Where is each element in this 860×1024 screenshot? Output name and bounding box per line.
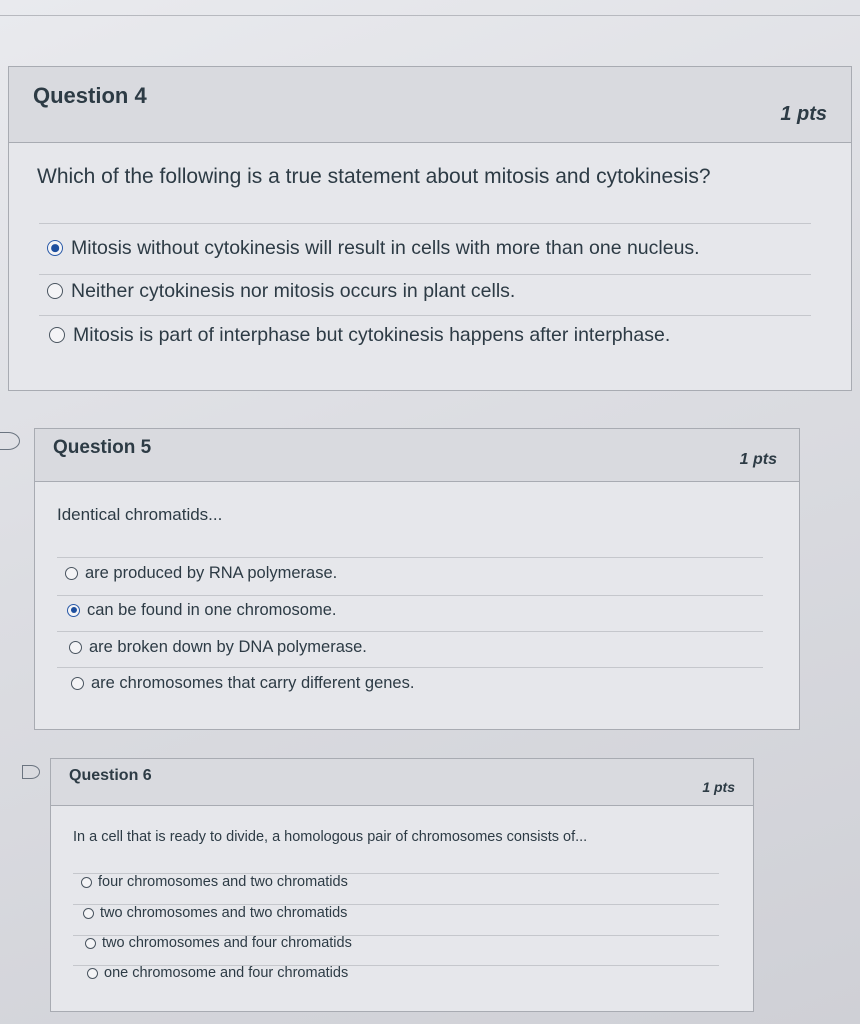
answer-divider [57, 667, 763, 668]
answer-divider [57, 631, 763, 632]
answer-label: are broken down by DNA polymerase. [89, 637, 367, 656]
question-points: 1 pts [780, 103, 827, 125]
flag-question-icon[interactable] [0, 432, 20, 450]
question-6-card [50, 758, 754, 1012]
radio-button[interactable] [49, 327, 65, 343]
answer-option[interactable] [49, 320, 670, 350]
radio-button[interactable] [87, 968, 98, 979]
question-5-card [34, 428, 800, 730]
question-header [9, 67, 851, 143]
answer-label: one chromosome and four chromatids [104, 965, 349, 981]
answer-label: four chromosomes and two chromatids [98, 874, 348, 890]
answer-divider [57, 557, 763, 558]
radio-button[interactable] [71, 677, 84, 690]
answer-option[interactable] [85, 932, 352, 954]
answer-label: two chromosomes and two chromatids [100, 905, 348, 921]
question-header [51, 759, 753, 806]
question-text: In a cell that is ready to divide, a homologous pair of chromosomes consists of... [73, 829, 588, 845]
answer-option[interactable] [67, 597, 337, 623]
top-divider [0, 15, 860, 16]
answer-label: are chromosomes that carry different genes. [91, 673, 415, 692]
radio-button[interactable] [81, 877, 92, 888]
answer-label: Mitosis is part of interphase but cytokinesis happens after interphase. [73, 323, 671, 346]
answer-option[interactable] [81, 871, 348, 893]
answer-option[interactable] [47, 233, 700, 263]
answer-label: can be found in one chromosome. [87, 600, 337, 619]
answer-option[interactable] [71, 670, 414, 696]
radio-button-selected[interactable] [67, 604, 80, 617]
answer-divider [39, 315, 811, 316]
answer-divider [39, 223, 811, 224]
question-text: Which of the following is a true statement about mitosis and cytokinesis? [37, 165, 711, 188]
answer-label: two chromosomes and four chromatids [102, 935, 352, 951]
answer-label: Neither cytokinesis nor mitosis occurs in plant cells. [71, 279, 516, 302]
answer-label: Mitosis without cytokinesis will result in cells with more than one nucleus. [71, 236, 700, 259]
question-4-card [8, 66, 852, 391]
question-points: 1 pts [702, 779, 735, 795]
question-text: Identical chromatids... [57, 505, 223, 524]
question-title: Question 5 [53, 437, 152, 458]
answer-option[interactable] [83, 902, 347, 924]
flag-question-icon[interactable] [22, 765, 40, 779]
radio-button[interactable] [85, 938, 96, 949]
answer-option[interactable] [65, 560, 337, 586]
answer-divider [39, 274, 811, 275]
answer-option[interactable] [87, 962, 348, 984]
radio-button[interactable] [69, 641, 82, 654]
question-title: Question 4 [33, 83, 147, 108]
radio-button[interactable] [83, 908, 94, 919]
answer-option[interactable] [47, 276, 515, 306]
answer-divider [57, 595, 763, 596]
question-header [35, 429, 799, 482]
question-points: 1 pts [739, 451, 777, 468]
radio-button-selected[interactable] [47, 240, 63, 256]
answer-label: are produced by RNA polymerase. [85, 563, 338, 582]
radio-button[interactable] [47, 283, 63, 299]
question-title: Question 6 [69, 767, 152, 784]
radio-button[interactable] [65, 567, 78, 580]
answer-option[interactable] [69, 634, 367, 660]
